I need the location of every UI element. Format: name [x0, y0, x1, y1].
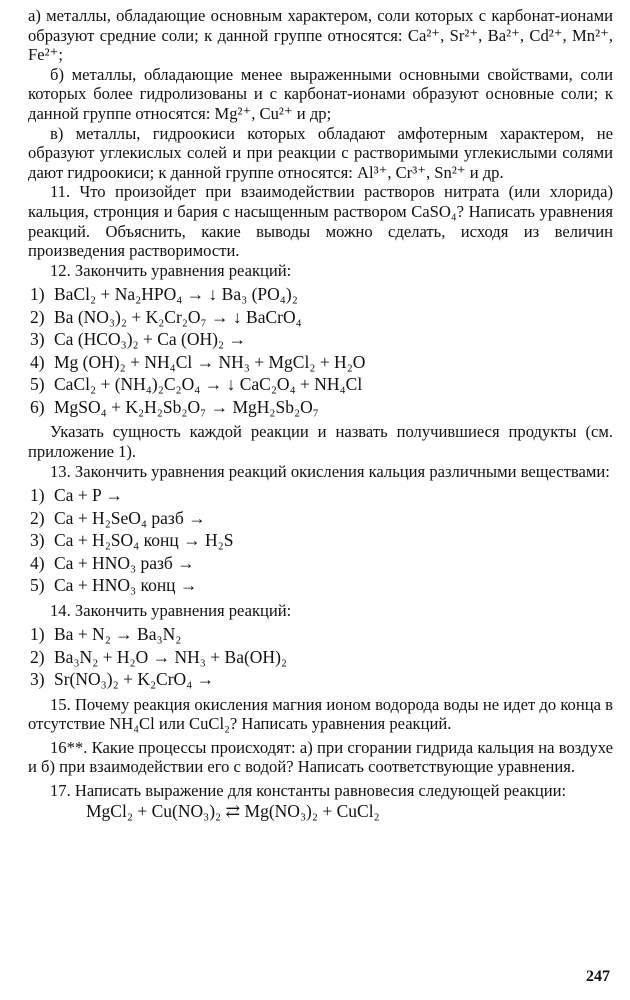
page-number: 247 [586, 968, 610, 985]
equation-13-4: 4) Ca + HNO₃ разб → [30, 552, 195, 573]
question-14: 14. Закончить уравнения реакций: [50, 600, 292, 620]
equation-13-5: 5) Ca + HNO₃ конц → [30, 575, 198, 596]
equation-12-3: 3) Ca (HCO₃)₂ + Ca (OH)₂ → [30, 329, 246, 350]
equation-14-1: 1) Ba + N₂ → Ba₃N₂ [30, 624, 182, 645]
equation-12-1: 1) BaCl₂ + Na₂HPO₄ → ↓ Ba₃ (PO₄)₂ [30, 284, 298, 305]
equation-13-3: 3) Ca + H₂SO₄ конц → H₂S [30, 530, 234, 551]
equation-12-2: 2) Ba (NO₃)₂ + K₂Cr₂O₇ → ↓ BaCrO₄ [30, 306, 302, 327]
equilibrium-equation: MgCl₂ + Cu(NO₃)₂ ⇄ Mg(NO₃)₂ + CuCl₂ [86, 800, 380, 821]
equations-13 [28, 484, 613, 597]
equation-14-2: 2) Ba₃N₂ + H₂O → NH₃ + Ba(OH)₂ [30, 646, 287, 667]
question-16: 16**. Какие процессы происходят: а) при сгорании гидрида кальция на воздухе и б) при взаимодействии его с водой? Написать соответствующие уравнения. [28, 737, 613, 777]
question-12: 12. Закончить уравнения реакций: [50, 260, 292, 280]
page-content [28, 6, 613, 822]
paragraph-a: а) металлы, обладающие основным характером, соли которых с карбонат-ионами образуют средние соли; к данной группе относятся: Ca²⁺, Sr²⁺, Ba²⁺, Cd²⁺, Mn²⁺, Fe²⁺; [28, 6, 613, 65]
question-11: 11. Что произойдет при взаимодействии растворов нитрата (или хлорида) кальция, стронция и бария с насыщенным раствором CaSO₄? Написать уравнения реакций. Объяснить, какие выводы можно сделать, исходя из величин произведения растворимости. [28, 182, 613, 261]
equation-12-4: 4) Mg (OH)₂ + NH₄Cl → NH₃ + MgCl₂ + H₂O [30, 351, 366, 372]
equation-12-6: 6) MgSO₄ + K₂H₂Sb₂O₇ → MgH₂Sb₂O₇ [30, 396, 319, 417]
question-17-equation-row [28, 801, 613, 822]
equation-13-1: 1) Ca + P → [30, 485, 124, 506]
equations-12 [28, 283, 613, 418]
equations-14 [28, 623, 613, 691]
question-13: 13. Закончить уравнения реакций окисления кальция различными веществами: [50, 461, 610, 481]
equation-14-3: 3) Sr(NO₃)₂ + K₂CrO₄ → [30, 669, 215, 690]
equation-12-5: 5) CaCl₂ + (NH₄)₂C₂O₄ → ↓ CaC₂O₄ + NH₄Cl [30, 374, 363, 395]
question-12-note: Указать сущность каждой реакции и назвать получившиеся продукты (см. приложение 1). [28, 422, 613, 461]
question-15: 15. Почему реакция окисления магния ионом водорода воды не идет до конца в отсутствие NH₄Cl или CuCl₂? Написать уравнения реакций. [28, 694, 613, 734]
equation-13-2: 2) Ca + H₂SeO₄ разб → [30, 507, 206, 528]
paragraph-b: б) металлы, обладающие менее выраженными основными свойствами, соли которых более гидролизованы и с карбонат-ионами образуют основные соли; к данной группе относятся: Mg²⁺, Cu²⁺ и др; [28, 64, 613, 123]
paragraph-v: в) металлы, гидроокиси которых обладают амфотерным характером, не образуют углекислых солей и при реакции с растворимыми углекислыми солями дают гидроокиси; к данной группе относятся: Al³⁺, Cr³⁺, Sn²⁺ и др. [28, 123, 613, 182]
question-17: 17. Написать выражение для константы равновесия следующей реакции: [50, 781, 567, 801]
